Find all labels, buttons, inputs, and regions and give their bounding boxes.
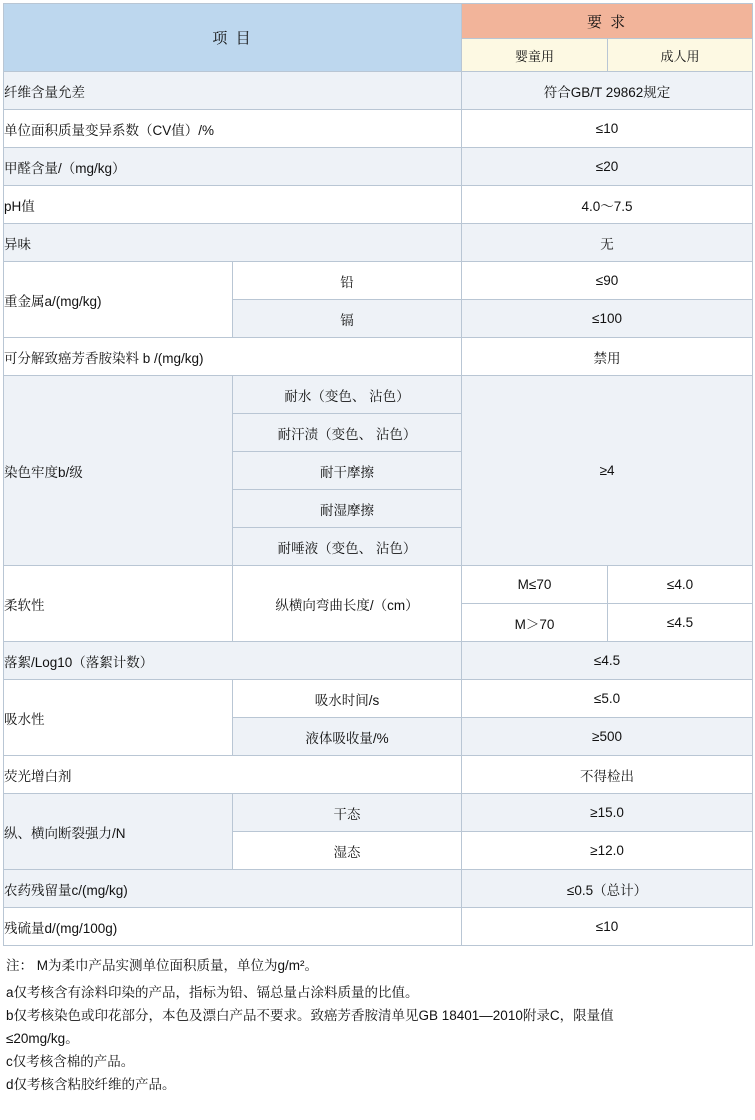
row-value: ≥500 [462, 718, 753, 756]
note-b-line2: ≤20mg/kg。 [6, 1030, 79, 1046]
row-label: 纤维含量允差 [4, 72, 462, 110]
header-sub-adult: 成人用 [608, 39, 753, 72]
row-value: ≤4.0 [608, 566, 753, 604]
row-label: 单位面积质量变异系数（CV值）/% [4, 110, 462, 148]
row-sublabel: 吸水时间/s [233, 680, 462, 718]
row-value: ≤100 [462, 300, 753, 338]
table-row [4, 148, 753, 186]
header-requirement: 要 求 [462, 4, 753, 39]
table-row [4, 642, 753, 680]
row-subcondition: M≤70 [462, 566, 608, 604]
note-b-line1: b仅考核染色或印花部分，本色及漂白产品不要求。致癌芳香胺清单见GB 18401—2010附录C，限量值 [6, 1007, 614, 1023]
row-label: 吸水性 [4, 680, 233, 756]
standard-spec-sheet [0, 3, 755, 1097]
row-subcondition: M＞70 [462, 604, 608, 642]
table-row [4, 376, 753, 414]
note-a: a仅考核含有涂料印染的产品，指标为铅、镉总量占涂料质量的比值。 [6, 984, 419, 1000]
row-value: ≤20 [462, 148, 753, 186]
row-value: 不得检出 [462, 756, 753, 794]
table-row [4, 72, 753, 110]
row-label: 重金属a/(mg/kg) [4, 262, 233, 338]
row-value: ≤10 [462, 908, 753, 946]
table-row [4, 186, 753, 224]
row-value: ≥12.0 [462, 832, 753, 870]
table-row [4, 338, 753, 376]
row-label: pH值 [4, 186, 462, 224]
header-sub-infant: 婴童用 [462, 39, 608, 72]
row-sublabel: 耐水（变色、 沾色） [233, 376, 462, 414]
row-value: ≥4 [462, 376, 753, 566]
row-value: ≤0.5（总计） [462, 870, 753, 908]
row-label: 农药残留量c/(mg/kg) [4, 870, 462, 908]
row-value: 禁用 [462, 338, 753, 376]
header-item: 项 目 [4, 4, 462, 72]
row-value: 无 [462, 224, 753, 262]
row-label: 纵、横向断裂强力/N [4, 794, 233, 870]
table-row [4, 262, 753, 300]
table-row [4, 908, 753, 946]
row-sublabel: 耐唾液（变色、 沾色） [233, 528, 462, 566]
table-row [4, 794, 753, 832]
row-label: 落絮/Log10（落絮计数） [4, 642, 462, 680]
row-value: ≤4.5 [462, 642, 753, 680]
row-value: ≤4.5 [608, 604, 753, 642]
table-header-row [4, 4, 753, 39]
row-label: 可分解致癌芳香胺染料 b /(mg/kg) [4, 338, 462, 376]
row-sublabel: 液体吸收量/% [233, 718, 462, 756]
row-sublabel: 纵横向弯曲长度/（cm） [233, 566, 462, 642]
row-value: 符合GB/T 29862规定 [462, 72, 753, 110]
row-sublabel: 干态 [233, 794, 462, 832]
row-sublabel: 镉 [233, 300, 462, 338]
row-value: ≤90 [462, 262, 753, 300]
row-sublabel: 耐干摩擦 [233, 452, 462, 490]
row-sublabel: 耐湿摩擦 [233, 490, 462, 528]
row-sublabel: 耐汗渍（变色、 沾色） [233, 414, 462, 452]
row-sublabel: 湿态 [233, 832, 462, 870]
table-row [4, 756, 753, 794]
note-d: d仅考核含粘胶纤维的产品。 [6, 1076, 176, 1092]
table-row [4, 870, 753, 908]
table-row [4, 224, 753, 262]
row-value: 4.0～7.5 [462, 186, 753, 224]
table-row [4, 680, 753, 718]
row-value: ≤10 [462, 110, 753, 148]
table-row [4, 566, 753, 604]
row-label: 荧光增白剂 [4, 756, 462, 794]
row-label: 染色牢度b/级 [4, 376, 233, 566]
table-row [4, 110, 753, 148]
row-sublabel: 铅 [233, 262, 462, 300]
row-value: ≤5.0 [462, 680, 753, 718]
row-label: 甲醛含量/（mg/kg） [4, 148, 462, 186]
note-main: 注： M为柔巾产品实测单位面积质量，单位为g/m²。 [6, 958, 318, 973]
row-label: 残硫量d/(mg/100g) [4, 908, 462, 946]
row-label: 异味 [4, 224, 462, 262]
row-value: ≥15.0 [462, 794, 753, 832]
note-c: c仅考核含棉的产品。 [6, 1053, 135, 1069]
row-label: 柔软性 [4, 566, 233, 642]
notes-section [6, 955, 755, 1097]
requirements-table [3, 3, 753, 946]
